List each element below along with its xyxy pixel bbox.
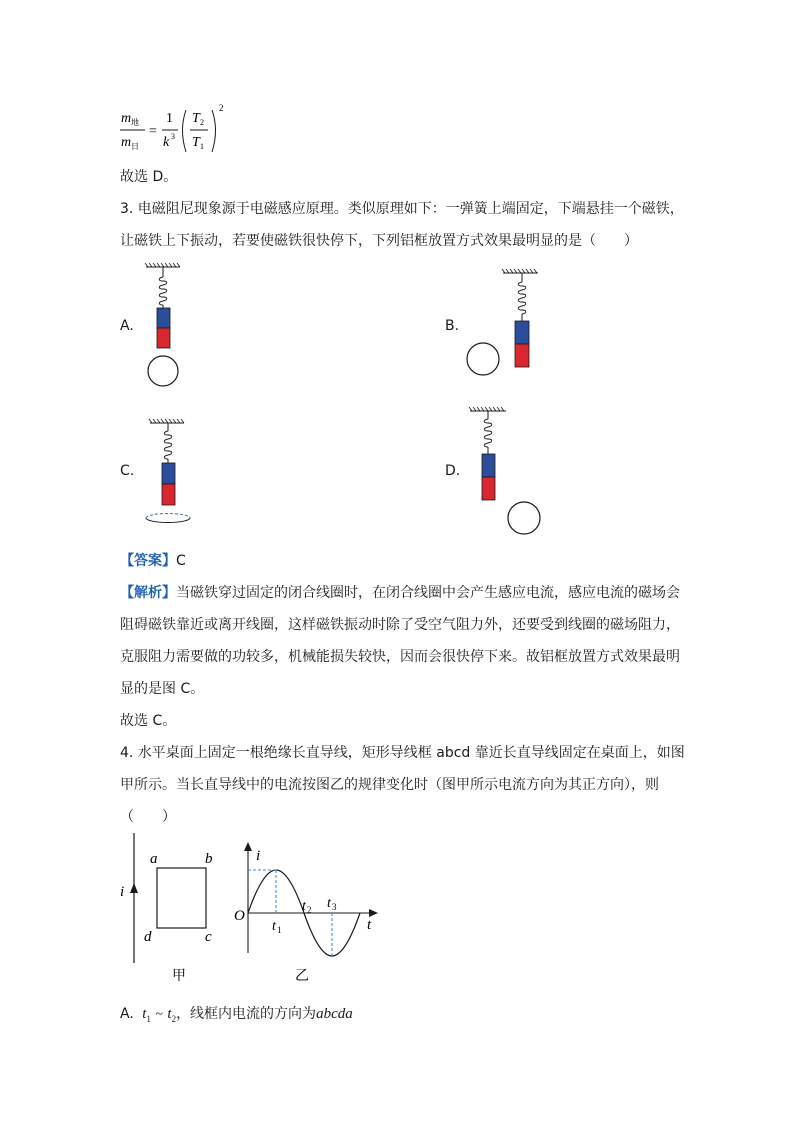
q3-option-d-figure <box>462 405 552 537</box>
aluminum-ring-c-back <box>146 514 190 519</box>
k-exponent: 3 <box>171 132 175 141</box>
q3-analysis-label: 【解析】 <box>120 585 176 601</box>
q3-answer-value: C <box>176 553 186 569</box>
q3-analysis-line1 <box>120 582 680 602</box>
q3-option-b-label: B. <box>445 318 460 334</box>
aluminum-ring-a <box>148 356 178 386</box>
k-symbol: k <box>163 135 170 150</box>
origin-label: O <box>234 908 245 924</box>
magnet-south-d <box>482 477 495 500</box>
m-earth-sub: 地 <box>131 118 139 127</box>
rectangular-loop <box>157 868 206 928</box>
magnet-north-a <box>157 308 170 328</box>
equals-sign: = <box>149 124 157 139</box>
jia-caption: 甲 <box>172 968 186 984</box>
q4-figure-yi <box>228 838 388 990</box>
T1-sub: 1 <box>200 142 204 151</box>
outer-exponent: 2 <box>219 103 224 113</box>
aluminum-ring-d <box>508 502 540 534</box>
T1-symbol: T <box>192 135 200 150</box>
q3-analysis-line3: 克服阻力需要做的功较多，机械能损失较快，因而会很快停下来。故铝框放置方式效果最明 <box>120 649 680 665</box>
magnet-north-c <box>162 463 175 484</box>
q4-option-a-text: ，线框内电流的方向为 <box>176 1006 317 1022</box>
vertex-d: d <box>144 929 152 945</box>
q3-analysis-line4: 显的是图 C。 <box>120 681 205 697</box>
magnet-north-b <box>515 321 529 344</box>
vertex-c: c <box>205 929 212 945</box>
q3-choice: 故选 C。 <box>120 713 177 729</box>
q3-analysis-line2: 阻碍磁铁靠近或离开线圈，这样磁铁振动时除了受空气阻力外，还要受到线圈的磁场阻力， <box>120 617 680 633</box>
magnet-south-b <box>515 344 529 367</box>
vertex-a: a <box>150 851 158 867</box>
m-sun-symbol: m <box>121 135 132 150</box>
t2-sub: 2 <box>307 905 312 915</box>
q3-option-c-label: C. <box>120 463 135 479</box>
q4-option-a-abcda: abcda <box>316 1006 353 1022</box>
ratio-formula <box>118 100 258 156</box>
t2-label: t <box>302 899 306 914</box>
t1-label: t <box>272 919 276 934</box>
t3-label: t <box>327 896 331 911</box>
numerator-one: 1 <box>166 111 173 126</box>
q4-stem-line2: 甲所示。当长直导线中的电流按图乙的规律变化时（图甲所示电流方向为其正方向），则 <box>120 777 659 793</box>
q4-option-a-tilde: ~ <box>155 1007 163 1022</box>
q4-option-a-t2-sub: 2 <box>171 1013 177 1024</box>
q3-answer <box>120 550 186 570</box>
T2-sub: 2 <box>200 118 204 127</box>
aluminum-ring-c-front <box>146 518 190 523</box>
current-arrow <box>130 883 138 893</box>
yi-x-label: t <box>367 917 372 933</box>
q4-option-a <box>120 1003 353 1024</box>
yi-caption: 乙 <box>295 968 309 984</box>
q4-stem-line1: 4. 水平桌面上固定一根绝缘长直导线，矩形导线框 abcd 靠近长直导线固定在桌面上，如图 <box>120 745 685 761</box>
q3-option-c-figure <box>138 415 202 527</box>
T2-symbol: T <box>192 111 200 126</box>
magnet-north-d <box>482 454 495 477</box>
q3-answer-label: 【答案】 <box>120 553 176 569</box>
m-earth-symbol: m <box>121 111 132 126</box>
t3-sub: 3 <box>332 902 337 912</box>
q3-option-d-label: D. <box>445 463 461 479</box>
q4-option-a-t1: t <box>142 1006 147 1022</box>
q4-option-a-t1-sub: 1 <box>146 1013 151 1024</box>
magnet-south-c <box>162 484 175 505</box>
prev-choice: 故选 D。 <box>120 169 178 185</box>
aluminum-ring-b <box>467 343 499 375</box>
q3-stem-line1: 3. 电磁阻尼现象源于电磁感应原理。类似原理如下：一弹簧上端固定，下端悬挂一个磁铁， <box>120 201 684 217</box>
q4-option-a-t2: t <box>167 1006 172 1022</box>
q4-stem-line3: （ ） <box>120 809 176 825</box>
q3-option-b-figure <box>460 268 560 380</box>
ratio-formula-graphic <box>118 100 258 156</box>
q3-option-a-label: A. <box>120 318 134 334</box>
q4-figure-jia <box>112 830 227 990</box>
q3-option-a-figure <box>140 262 190 392</box>
yi-y-label: i <box>256 848 261 864</box>
q4-option-a-label: A. <box>120 1006 134 1022</box>
m-sun-sub: 日 <box>131 142 139 151</box>
t1-sub: 1 <box>277 925 282 935</box>
magnet-south-a <box>157 328 170 348</box>
vertex-b: b <box>205 851 213 867</box>
q3-stem-line2: 让磁铁上下振动，若要使磁铁很快停下，下列铝框放置方式效果最明显的是（ ） <box>120 233 638 249</box>
jia-current-label: i <box>120 884 125 900</box>
q3-analysis-text-1: 当磁铁穿过固定的闭合线圈时，在闭合线圈中会产生感应电流，感应电流的磁场会 <box>176 585 680 601</box>
